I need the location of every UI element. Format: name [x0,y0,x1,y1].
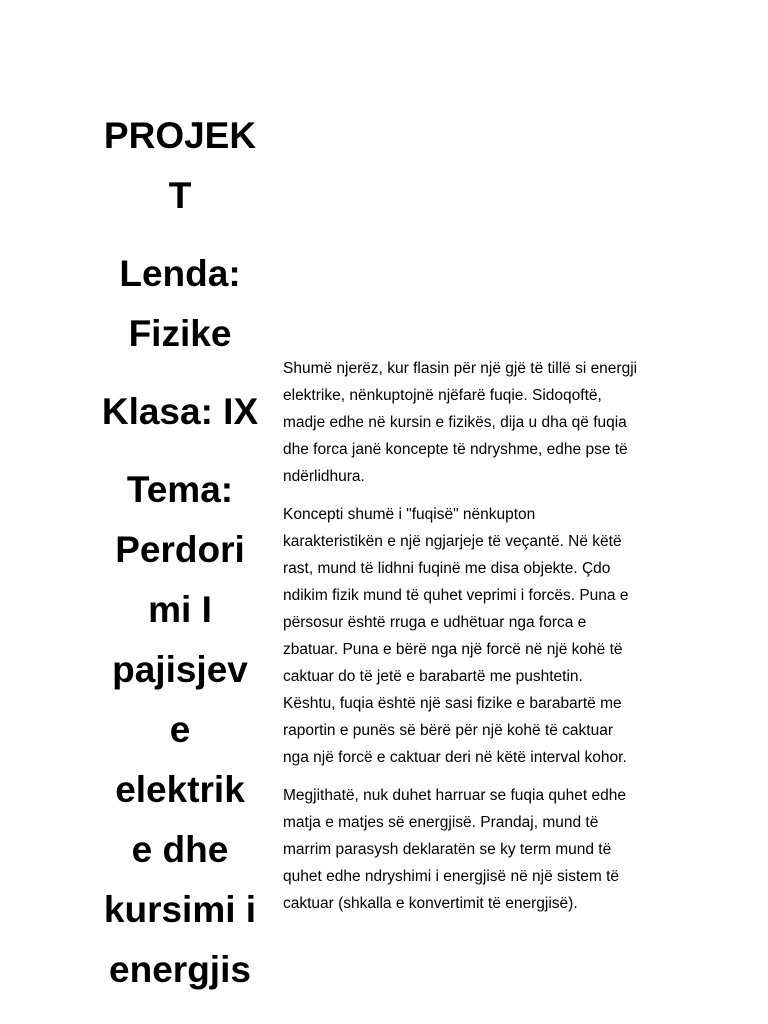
paragraph-line: elektrike, nënkuptojnë njëfarë fuqie. Sidoqoftë, [283,387,602,404]
paragraph-line: madje edhe në kursin e fizikës, dija u dha që fuqia [283,414,627,431]
paragraph-line: marrim parasysh deklaratën se ky term mund të [283,841,612,858]
topic-heading-line: kursimi i [103,889,257,930]
class-heading-line: Klasa: IX [101,391,259,432]
paragraph-1 [283,355,693,490]
paragraph-line: ndikim fizik mund të quhet veprimi i forcës. Puna e [283,587,629,604]
paragraph-line: Megjithatë, nuk duhet harruar se fuqia quhet edhe [283,787,626,804]
topic-heading-line: energjis [109,949,251,990]
paragraph-line: raportin e punës së bërë për një kohë të caktuar [283,722,614,739]
paragraph-2 [283,501,693,771]
topic-heading [92,460,268,1000]
topic-heading-line: Perdori [115,529,245,570]
topic-heading-line: e [169,709,191,750]
subject-heading [92,244,268,364]
paragraph-line: Kështu, fuqia është një sasi fizike e barabartë me [283,695,622,712]
paragraph-line: karakteristikën e një ngjarjeje të veçantë. Në këtë [283,533,622,550]
paragraph-line: dhe forca janë koncepte të ndryshme, edhe pse të [283,441,628,458]
topic-heading-line: elektrik [115,769,245,810]
paragraph-line: caktuar (shkalla e konvertimit të energjisë). [283,895,578,912]
class-heading [92,382,268,442]
paragraph-3 [283,782,693,917]
subject-heading-line: Lenda: [119,253,241,294]
subject-heading-line: Fizike [128,313,232,354]
paragraph-line: Shumë njerëz, kur flasin për një gjë të tillë si energji [283,360,638,377]
paragraph-line: caktuar do të jetë e barabartë me pushtetin. [283,668,583,685]
project-heading-line: T [168,175,192,216]
paragraph-line: rast, mund të lidhni fuqinë me disa objekte. Çdo [283,560,611,577]
topic-heading-line: mi I [148,589,212,630]
project-heading-line: PROJEK [103,115,257,156]
topic-heading-line: Tema: [126,469,234,510]
paragraph-line: ndërlidhura. [283,468,365,485]
paragraph-line: quhet edhe ndryshimi i energjisë në një sistem të [283,868,620,885]
project-heading [92,106,268,226]
paragraph-line: matja e matjes së energjisë. Prandaj, mund të [283,814,599,831]
paragraph-line: përsosur është rruga e udhëtuar nga forca e [283,614,587,631]
paragraph-line: nga një forcë e caktuar deri në këtë interval kohor. [283,749,627,766]
paragraph-line: Koncepti shumë i "fuqisë" nënkupton [283,506,536,523]
title-block [92,106,268,1018]
body-text [283,355,693,928]
topic-heading-line: e dhe [131,829,229,870]
paragraph-line: zbatuar. Puna e bërë nga një forcë në një kohë të [283,641,623,658]
topic-heading-line: pajisjev [112,649,248,690]
